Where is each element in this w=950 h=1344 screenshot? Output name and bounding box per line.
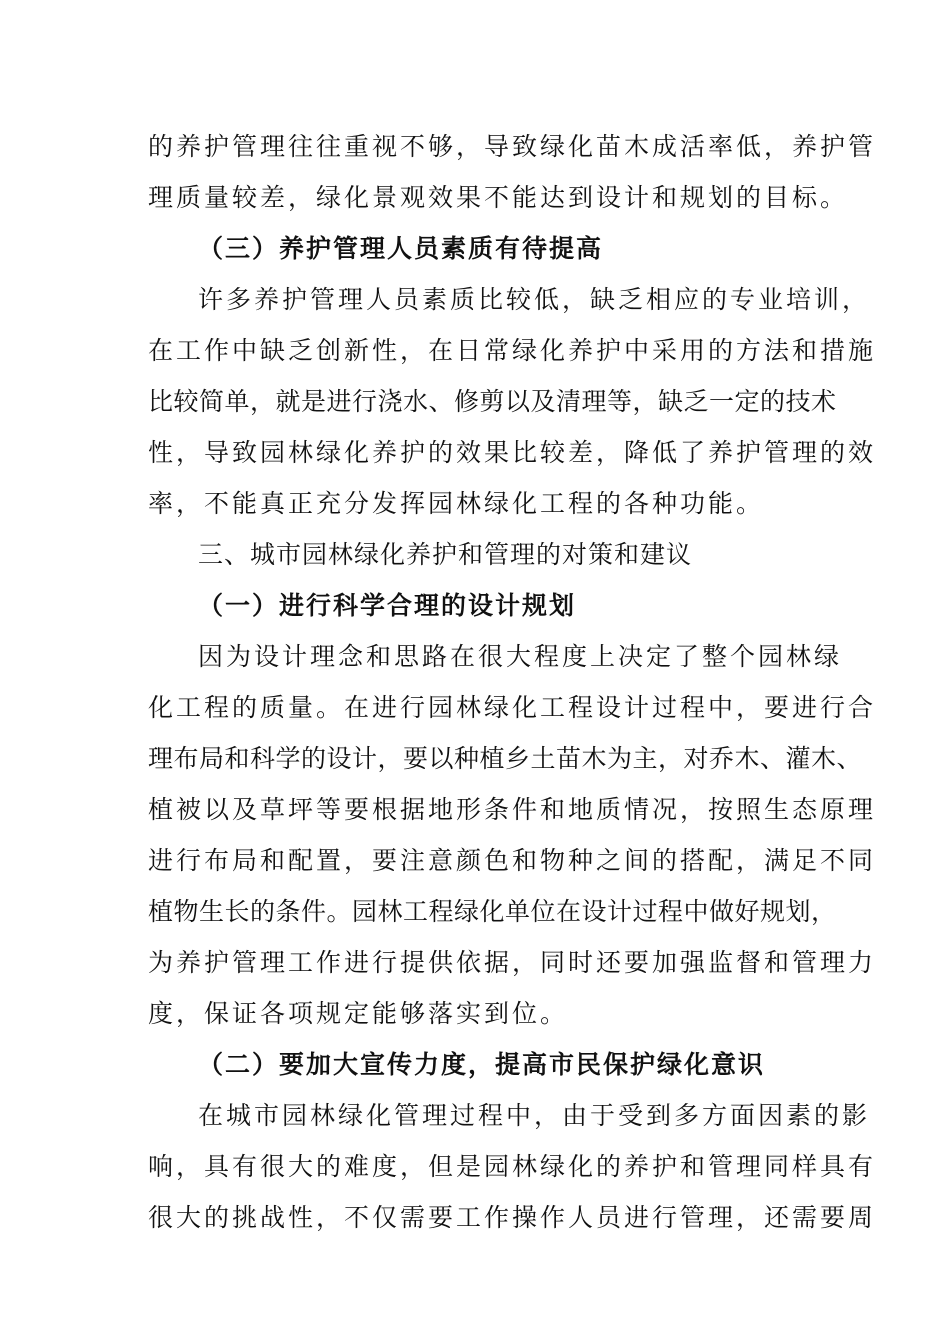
body-text-line: 度，保证各项规定能够落实到位。 [148,999,569,1028]
body-text-line: 化工程的质量。在进行园林绿化工程设计过程中，要进行合 [148,693,877,722]
body-text-line: 响，具有很大的难度，但是园林绿化的养护和管理同样具有 [148,1152,877,1181]
body-text-line: 在城市园林绿化管理过程中，由于受到多方面因素的影 [198,1101,871,1130]
body-text-line: 的养护管理往往重视不够，导致绿化苗木成活率低，养护管 [148,132,877,161]
subsection-heading: （三）养护管理人员素质有待提高 [198,234,604,263]
body-text-line: 许多养护管理人员素质比较低，缺乏相应的专业培训， [198,285,871,314]
body-text-line: 理布局和科学的设计，要以种植乡土苗木为主，对乔木、灌木、 [148,744,863,773]
body-text-line: 比较简单，就是进行浇水、修剪以及清理等，缺乏一定的技术 [148,387,837,416]
body-text-line: 性，导致园林绿化养护的效果比较差，降低了养护管理的效 [148,438,877,467]
body-text-line: 进行布局和配置，要注意颜色和物种之间的搭配，满足不同 [148,846,877,875]
body-text-line: 理质量较差，绿化景观效果不能达到设计和规划的目标。 [148,183,849,212]
body-text-line: 植被以及草坪等要根据地形条件和地质情况，按照生态原理 [148,795,877,824]
body-text-line: 很大的挑战性，不仅需要工作操作人员进行管理，还需要周 [148,1203,877,1232]
subsection-heading: （二）要加大宣传力度，提高市民保护绿化意识 [198,1050,766,1079]
subsection-heading: （一）进行科学合理的设计规划 [198,591,577,620]
body-text-line: 率，不能真正充分发挥园林绿化工程的各种功能。 [148,489,765,518]
body-text-line: 为养护管理工作进行提供依据，同时还要加强监督和管理力 [148,948,877,977]
body-text-line: 植物生长的条件。园林工程绿化单位在设计过程中做好规划， [148,897,837,926]
body-text-line: 在工作中缺乏创新性，在日常绿化养护中采用的方法和措施 [148,336,877,365]
body-text-line: 因为设计理念和思路在很大程度上决定了整个园林绿 [198,642,843,671]
section-heading: 三、城市园林绿化养护和管理的对策和建议 [198,540,693,569]
